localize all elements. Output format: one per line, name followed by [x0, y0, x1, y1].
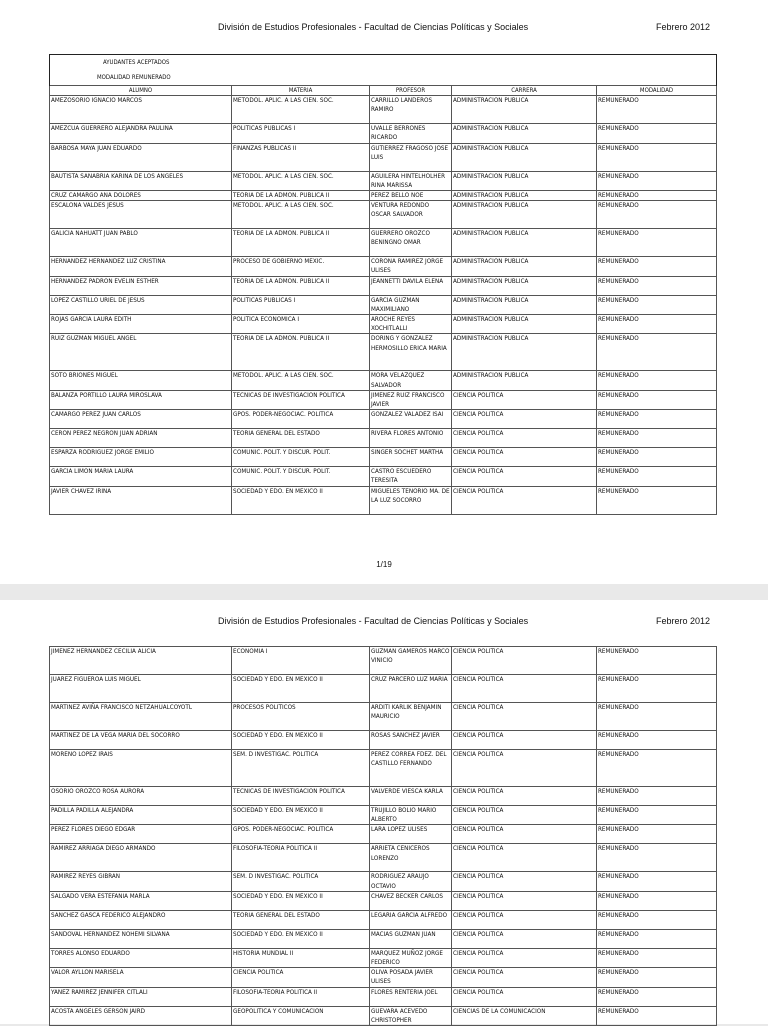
table-row [50, 371, 717, 390]
cell-modalidad: REMUNERADO [597, 968, 717, 987]
cell-modalidad: REMUNERADO [597, 891, 717, 910]
cell-alumno: RUIZ GUZMAN MIGUEL ANGEL [50, 334, 232, 371]
table-row [50, 191, 717, 201]
cell-alumno: AMEZCUA GUERRERO ALEJANDRA PAULINA [50, 124, 232, 143]
cell-materia: METODOL. APLIC. A LAS CIEN. SOC. [232, 171, 370, 190]
cell-modalidad: REMUNERADO [597, 987, 717, 1006]
cell-modalidad: REMUNERADO [597, 448, 717, 467]
cell-alumno: HERNANDEZ HERNANDEZ LUZ CRISTINA [50, 257, 232, 276]
table-row [50, 486, 717, 514]
cell-profesor: AROCHE REYES XOCHITLALLI [370, 315, 452, 334]
cell-materia: ECONOMIA I [232, 647, 370, 675]
cell-materia: COMUNIC. POLIT. Y DISCUR. POLIT. [232, 448, 370, 467]
header-date: Febrero 2012 [656, 616, 711, 626]
table-row [50, 703, 717, 731]
cell-carrera: ADMINISTRACION PUBLICA [452, 229, 597, 257]
cell-modalidad: REMUNERADO [597, 825, 717, 844]
cell-alumno: BAUTISTA SANABRIA KARINA DE LOS ANGELES [50, 171, 232, 190]
table-row [50, 143, 717, 171]
table-row [50, 229, 717, 257]
cell-materia: SEM. D INVESTIGAC. POLITICA [232, 750, 370, 787]
cell-carrera: ADMINISTRACION PUBLICA [452, 124, 597, 143]
cell-carrera: CIENCIA POLITICA [452, 844, 597, 872]
cell-modalidad: REMUNERADO [597, 295, 717, 314]
cell-profesor: MACIAS GUZMAN JUAN [370, 929, 452, 948]
cell-modalidad: REMUNERADO [597, 143, 717, 171]
cell-profesor: VENTURA REDONDO OSCAR SALVADOR [370, 201, 452, 229]
cell-materia: METODOL. APLIC. A LAS CIEN. SOC. [232, 371, 370, 390]
meta-modality: MODALIDAD REMUNERADO [50, 70, 717, 86]
cell-alumno: YANEZ RAMIREZ JENNIFER CITLALI [50, 987, 232, 1006]
cell-carrera: ADMINISTRACION PUBLICA [452, 96, 597, 124]
cell-carrera: ADMINISTRACION PUBLICA [452, 143, 597, 171]
cell-alumno: MARTINEZ AVIÑA FRANCISCO NETZAHUALCOYOTL [50, 703, 232, 731]
cell-alumno: SALGADO VERA ESTEFANIA MARLA [50, 891, 232, 910]
cell-carrera: ADMINISTRACION PUBLICA [452, 201, 597, 229]
cell-carrera: ADMINISTRACION PUBLICA [452, 334, 597, 371]
cell-modalidad: REMUNERADO [597, 647, 717, 675]
cell-alumno: JUAREZ FIGUEROA LUIS MIGUEL [50, 675, 232, 703]
column-header-row [50, 86, 717, 96]
col-carrera: CARRERA [452, 86, 597, 96]
cell-modalidad: REMUNERADO [597, 929, 717, 948]
cell-alumno: MORENO LOPEZ IRAIS [50, 750, 232, 787]
cell-materia: COMUNIC. POLIT. Y DISCUR. POLIT. [232, 467, 370, 486]
cell-profesor: CASTRO ESCUEDERO TERESITA [370, 467, 452, 486]
table-row [50, 1006, 717, 1025]
table-row [50, 124, 717, 143]
assistants-table [49, 54, 717, 515]
cell-materia: GPOS. PODER-NEGOCIAC. POLITICA [232, 410, 370, 429]
cell-alumno: LOPEZ CASTILLO URIEL DE JESUS [50, 295, 232, 314]
cell-carrera: CIENCIA POLITICA [452, 410, 597, 429]
table-row [50, 96, 717, 124]
cell-carrera: CIENCIA POLITICA [452, 787, 597, 806]
table-row [50, 257, 717, 276]
cell-materia: TEORIA GENERAL DEL ESTADO [232, 910, 370, 929]
cell-modalidad: REMUNERADO [597, 315, 717, 334]
table-row [50, 750, 717, 787]
cell-modalidad: REMUNERADO [597, 872, 717, 891]
cell-modalidad: REMUNERADO [597, 675, 717, 703]
cell-alumno: CRUZ CAMARGO ANA DOLORES [50, 191, 232, 201]
cell-alumno: JIMENEZ HERNANDEZ CECILIA ALICIA [50, 647, 232, 675]
cell-materia: TEORIA GENERAL DEL ESTADO [232, 429, 370, 448]
cell-carrera: CIENCIA POLITICA [452, 929, 597, 948]
cell-materia: SOCIEDAD Y EDO. EN MEXICO II [232, 806, 370, 825]
cell-profesor: GARCIA GUZMAN MAXIMILIANO [370, 295, 452, 314]
cell-profesor: FLORES RENTERIA JOEL [370, 987, 452, 1006]
cell-materia: POLITICAS PUBLICAS I [232, 124, 370, 143]
cell-modalidad: REMUNERADO [597, 1006, 717, 1025]
table-row [50, 731, 717, 750]
cell-alumno: ROJAS GARCIA LAURA EDITH [50, 315, 232, 334]
cell-materia: TECNICAS DE INVESTIGACION POLITICA [232, 390, 370, 409]
cell-carrera: ADMINISTRACION PUBLICA [452, 315, 597, 334]
table-row [50, 787, 717, 806]
cell-alumno: CERON PEREZ NEGRON JUAN ADRIAN [50, 429, 232, 448]
table-row [50, 844, 717, 872]
cell-carrera: CIENCIA POLITICA [452, 825, 597, 844]
cell-profesor: MARQUEZ MUÑOZ JORGE FEDERICO [370, 948, 452, 967]
cell-profesor: ARDITI KARLIK BENJAMIN MAURICIO [370, 703, 452, 731]
cell-materia: SOCIEDAD Y EDO. EN MEXICO II [232, 731, 370, 750]
table-row [50, 872, 717, 891]
cell-carrera: CIENCIA POLITICA [452, 390, 597, 409]
cell-carrera: CIENCIA POLITICA [452, 703, 597, 731]
cell-materia: TECNICAS DE INVESTIGACION POLITICA [232, 787, 370, 806]
cell-materia: POLITICAS PUBLICAS I [232, 295, 370, 314]
col-profesor: PROFESOR [370, 86, 452, 96]
cell-modalidad: REMUNERADO [597, 201, 717, 229]
cell-carrera: CIENCIA POLITICA [452, 448, 597, 467]
cell-alumno: SOTO BRIONES MIGUEL [50, 371, 232, 390]
cell-profesor: JIMENEZ RUIZ FRANCISCO JAVIER [370, 390, 452, 409]
cell-alumno: PEREZ FLORES DIEGO EDGAR [50, 825, 232, 844]
cell-alumno: JAVIER CHAVEZ IRINA [50, 486, 232, 514]
cell-materia: GEOPOLITICA Y COMUNICACION [232, 1006, 370, 1025]
cell-materia: TEORIA DE LA ADMON. PUBLICA II [232, 229, 370, 257]
cell-profesor: UVALLE BERRONES RICARDO [370, 124, 452, 143]
cell-alumno: GALICIA NAHUATT JUAN PABLO [50, 229, 232, 257]
document-page-2 [0, 600, 768, 1024]
cell-alumno: BARBOSA MAYA JUAN EDUARDO [50, 143, 232, 171]
cell-profesor: CORONA RAMIREZ JORGE ULISES [370, 257, 452, 276]
cell-profesor: DORING Y GONZALEZ HERMOSILLO ERICA MARIA [370, 334, 452, 371]
cell-modalidad: REMUNERADO [597, 276, 717, 295]
header-date: Febrero 2012 [656, 22, 711, 32]
table-row [50, 467, 717, 486]
cell-materia: CIENCIA POLITICA [232, 968, 370, 987]
table-row [50, 429, 717, 448]
cell-carrera: ADMINISTRACION PUBLICA [452, 171, 597, 190]
page-header [0, 22, 768, 38]
cell-modalidad: REMUNERADO [597, 371, 717, 390]
cell-profesor: GUERRERO OROZCO BENINGNO OMAR [370, 229, 452, 257]
cell-carrera: CIENCIA POLITICA [452, 429, 597, 448]
cell-modalidad: REMUNERADO [597, 229, 717, 257]
cell-materia: SOCIEDAD Y EDO. EN MEXICO II [232, 486, 370, 514]
cell-profesor: MORA VELAZQUEZ SALVADOR [370, 371, 452, 390]
table-row [50, 295, 717, 314]
cell-alumno: TORRES ALONSO EDUARDO [50, 948, 232, 967]
cell-alumno: OSORIO OROZCO ROSA AURORA [50, 787, 232, 806]
table-row [50, 806, 717, 825]
table-row [50, 910, 717, 929]
cell-materia: TEORIA DE LA ADMON. PUBLICA II [232, 276, 370, 295]
cell-carrera: ADMINISTRACION PUBLICA [452, 257, 597, 276]
cell-materia: PROCESOS POLITICOS [232, 703, 370, 731]
cell-materia: METODOL. APLIC. A LAS CIEN. SOC. [232, 96, 370, 124]
page-number: 1/19 [376, 560, 392, 569]
cell-carrera: ADMINISTRACION PUBLICA [452, 295, 597, 314]
cell-modalidad: REMUNERADO [597, 334, 717, 371]
cell-modalidad: REMUNERADO [597, 429, 717, 448]
cell-materia: TEORIA DE LA ADMON. PUBLICA II [232, 334, 370, 371]
cell-carrera: ADMINISTRACION PUBLICA [452, 191, 597, 201]
table-row [50, 410, 717, 429]
cell-alumno: MARTINEZ DE LA VEGA MARIA DEL SOCORRO [50, 731, 232, 750]
cell-carrera: CIENCIA POLITICA [452, 968, 597, 987]
cell-alumno: ACOSTA ANGELES GERSON JAIRD [50, 1006, 232, 1025]
table-row [50, 891, 717, 910]
col-alumno: ALUMNO [50, 86, 232, 96]
table-row [50, 675, 717, 703]
cell-profesor: CARRILLO LANDEROS RAMIRO [370, 96, 452, 124]
cell-alumno: RAMIREZ REYES GIBRAN [50, 872, 232, 891]
cell-modalidad: REMUNERADO [597, 703, 717, 731]
cell-alumno: ESCALONA VALDES JESUS [50, 201, 232, 229]
cell-profesor: MIGUELES TENORIO MA. DE LA LUZ SOCORRO [370, 486, 452, 514]
table-row [50, 987, 717, 1006]
table-row [50, 171, 717, 190]
cell-materia: SOCIEDAD Y EDO. EN MEXICO II [232, 675, 370, 703]
cell-alumno: GARCIA LIMON MARIA LAURA [50, 467, 232, 486]
col-materia: MATERIA [232, 86, 370, 96]
cell-carrera: CIENCIA POLITICA [452, 891, 597, 910]
cell-modalidad: REMUNERADO [597, 731, 717, 750]
col-modalidad: MODALIDAD [597, 86, 717, 96]
cell-carrera: ADMINISTRACION PUBLICA [452, 276, 597, 295]
cell-carrera: CIENCIA POLITICA [452, 467, 597, 486]
cell-profesor: TRUJILLO BOLIO MARIO ALBERTO [370, 806, 452, 825]
cell-alumno: AMEZOSORIO IGNACIO MARCOS [50, 96, 232, 124]
cell-materia: POLITICA ECONOMICA I [232, 315, 370, 334]
page-header [0, 616, 768, 632]
cell-modalidad: REMUNERADO [597, 910, 717, 929]
cell-alumno: BALANZA PORTILLO LAURA MIROSLAVA [50, 390, 232, 409]
cell-profesor: OLIVA POSADA JAVIER ULISES [370, 968, 452, 987]
cell-modalidad: REMUNERADO [597, 410, 717, 429]
table-row [50, 448, 717, 467]
cell-alumno: RAMIREZ ARRIAGA DIEGO ARMANDO [50, 844, 232, 872]
cell-profesor: CHAVEZ BECKER CARLOS [370, 891, 452, 910]
header-title: División de Estudios Profesionales - Facultad de Ciencias Políticas y Sociales [218, 616, 529, 626]
cell-materia: SOCIEDAD Y EDO. EN MEXICO II [232, 891, 370, 910]
cell-carrera: CIENCIA POLITICA [452, 872, 597, 891]
cell-modalidad: REMUNERADO [597, 467, 717, 486]
cell-materia: GPOS. PODER-NEGOCIAC. POLITICA [232, 825, 370, 844]
cell-modalidad: REMUNERADO [597, 124, 717, 143]
cell-profesor: LEGARIA GARCIA ALFREDO [370, 910, 452, 929]
cell-materia: FINANZAS PUBLICAS II [232, 143, 370, 171]
cell-materia: HISTORIA MUNDIAL II [232, 948, 370, 967]
table-row [50, 929, 717, 948]
cell-modalidad: REMUNERADO [597, 96, 717, 124]
cell-carrera: CIENCIA POLITICA [452, 675, 597, 703]
cell-modalidad: REMUNERADO [597, 844, 717, 872]
table-row [50, 201, 717, 229]
cell-carrera: CIENCIA POLITICA [452, 806, 597, 825]
cell-modalidad: REMUNERADO [597, 787, 717, 806]
table-row [50, 390, 717, 409]
cell-profesor: GUEVARA ACEVEDO CHRISTOPHER [370, 1006, 452, 1025]
cell-alumno: SANDOVAL HERNANDEZ NOHEMI SILVANA [50, 929, 232, 948]
cell-profesor: CRUZ PARCERO LUZ MARIA [370, 675, 452, 703]
table-row [50, 334, 717, 371]
cell-materia: SOCIEDAD Y EDO. EN MEXICO II [232, 929, 370, 948]
cell-alumno: SANCHEZ GASCA FEDERICO ALEJANDRO [50, 910, 232, 929]
table-row [50, 647, 717, 675]
cell-modalidad: REMUNERADO [597, 948, 717, 967]
cell-materia: FILOSOFIA-TEORIA POLITICA II [232, 987, 370, 1006]
cell-profesor: GUTIERREZ FRAGOSO JOSE LUIS [370, 143, 452, 171]
cell-profesor: GONZALEZ VALADEZ ISAI [370, 410, 452, 429]
cell-carrera: CIENCIA POLITICA [452, 750, 597, 787]
cell-profesor: PEREZ BELLO NOE [370, 191, 452, 201]
cell-profesor: ARRIETA CENICEROS LORENZO [370, 844, 452, 872]
cell-alumno: CAMARGO PEREZ JUAN CARLOS [50, 410, 232, 429]
cell-profesor: AGUILERA HINTELHOLHER RINA MARISSA [370, 171, 452, 190]
cell-carrera: CIENCIA POLITICA [452, 987, 597, 1006]
cell-materia: PROCESO DE GOBIERNO MEXIC. [232, 257, 370, 276]
cell-profesor: PEREZ CORREA FDEZ. DEL CASTILLO FERNANDO [370, 750, 452, 787]
cell-profesor: SINGER SOCHET MARTHA [370, 448, 452, 467]
cell-modalidad: REMUNERADO [597, 257, 717, 276]
assistants-table-continued [49, 646, 717, 1026]
cell-carrera: CIENCIA POLITICA [452, 948, 597, 967]
cell-profesor: JEANNETTI DAVILA ELENA [370, 276, 452, 295]
cell-materia: METODOL. APLIC. A LAS CIEN. SOC. [232, 201, 370, 229]
cell-profesor: ROSAS SANCHEZ JAVIER [370, 731, 452, 750]
cell-alumno: PADILLA PADILLA ALEJANDRA [50, 806, 232, 825]
cell-profesor: VALVERDE VIESCA KARLA [370, 787, 452, 806]
table-row [50, 825, 717, 844]
cell-profesor: RODRIGUEZ ARAUJO OCTAVIO [370, 872, 452, 891]
cell-modalidad: REMUNERADO [597, 191, 717, 201]
cell-modalidad: REMUNERADO [597, 750, 717, 787]
cell-modalidad: REMUNERADO [597, 171, 717, 190]
cell-profesor: GUZMAN GAMEROS MARCO VINICIO [370, 647, 452, 675]
cell-carrera: CIENCIA POLITICA [452, 647, 597, 675]
cell-carrera: CIENCIA POLITICA [452, 731, 597, 750]
cell-carrera: ADMINISTRACION PUBLICA [452, 371, 597, 390]
cell-alumno: VALOR AYLLON MARISELA [50, 968, 232, 987]
table-row [50, 315, 717, 334]
cell-modalidad: REMUNERADO [597, 806, 717, 825]
cell-materia: TEORIA DE LA ADMON. PUBLICA II [232, 191, 370, 201]
cell-modalidad: REMUNERADO [597, 390, 717, 409]
table-row [50, 948, 717, 967]
cell-alumno: HERNANDEZ PADRON EVELIN ESTHER [50, 276, 232, 295]
cell-carrera: CIENCIA POLITICA [452, 486, 597, 514]
cell-profesor: LARA LOPEZ ULISES [370, 825, 452, 844]
cell-alumno: ESPARZA RODRIGUEZ JORGE EMILIO [50, 448, 232, 467]
table-row [50, 968, 717, 987]
cell-carrera: CIENCIA POLITICA [452, 910, 597, 929]
cell-modalidad: REMUNERADO [597, 486, 717, 514]
meta-accepted: AYUDANTES ACEPTADOS [50, 55, 717, 71]
table-row [50, 276, 717, 295]
cell-materia: SEM. D INVESTIGAC. POLITICA [232, 872, 370, 891]
cell-carrera: CIENCIAS DE LA COMUNICACION [452, 1006, 597, 1025]
cell-materia: FILOSOFIA-TEORIA POLITICA II [232, 844, 370, 872]
cell-profesor: RIVERA FLORES ANTONIO [370, 429, 452, 448]
header-title: División de Estudios Profesionales - Facultad de Ciencias Políticas y Sociales [218, 22, 529, 32]
